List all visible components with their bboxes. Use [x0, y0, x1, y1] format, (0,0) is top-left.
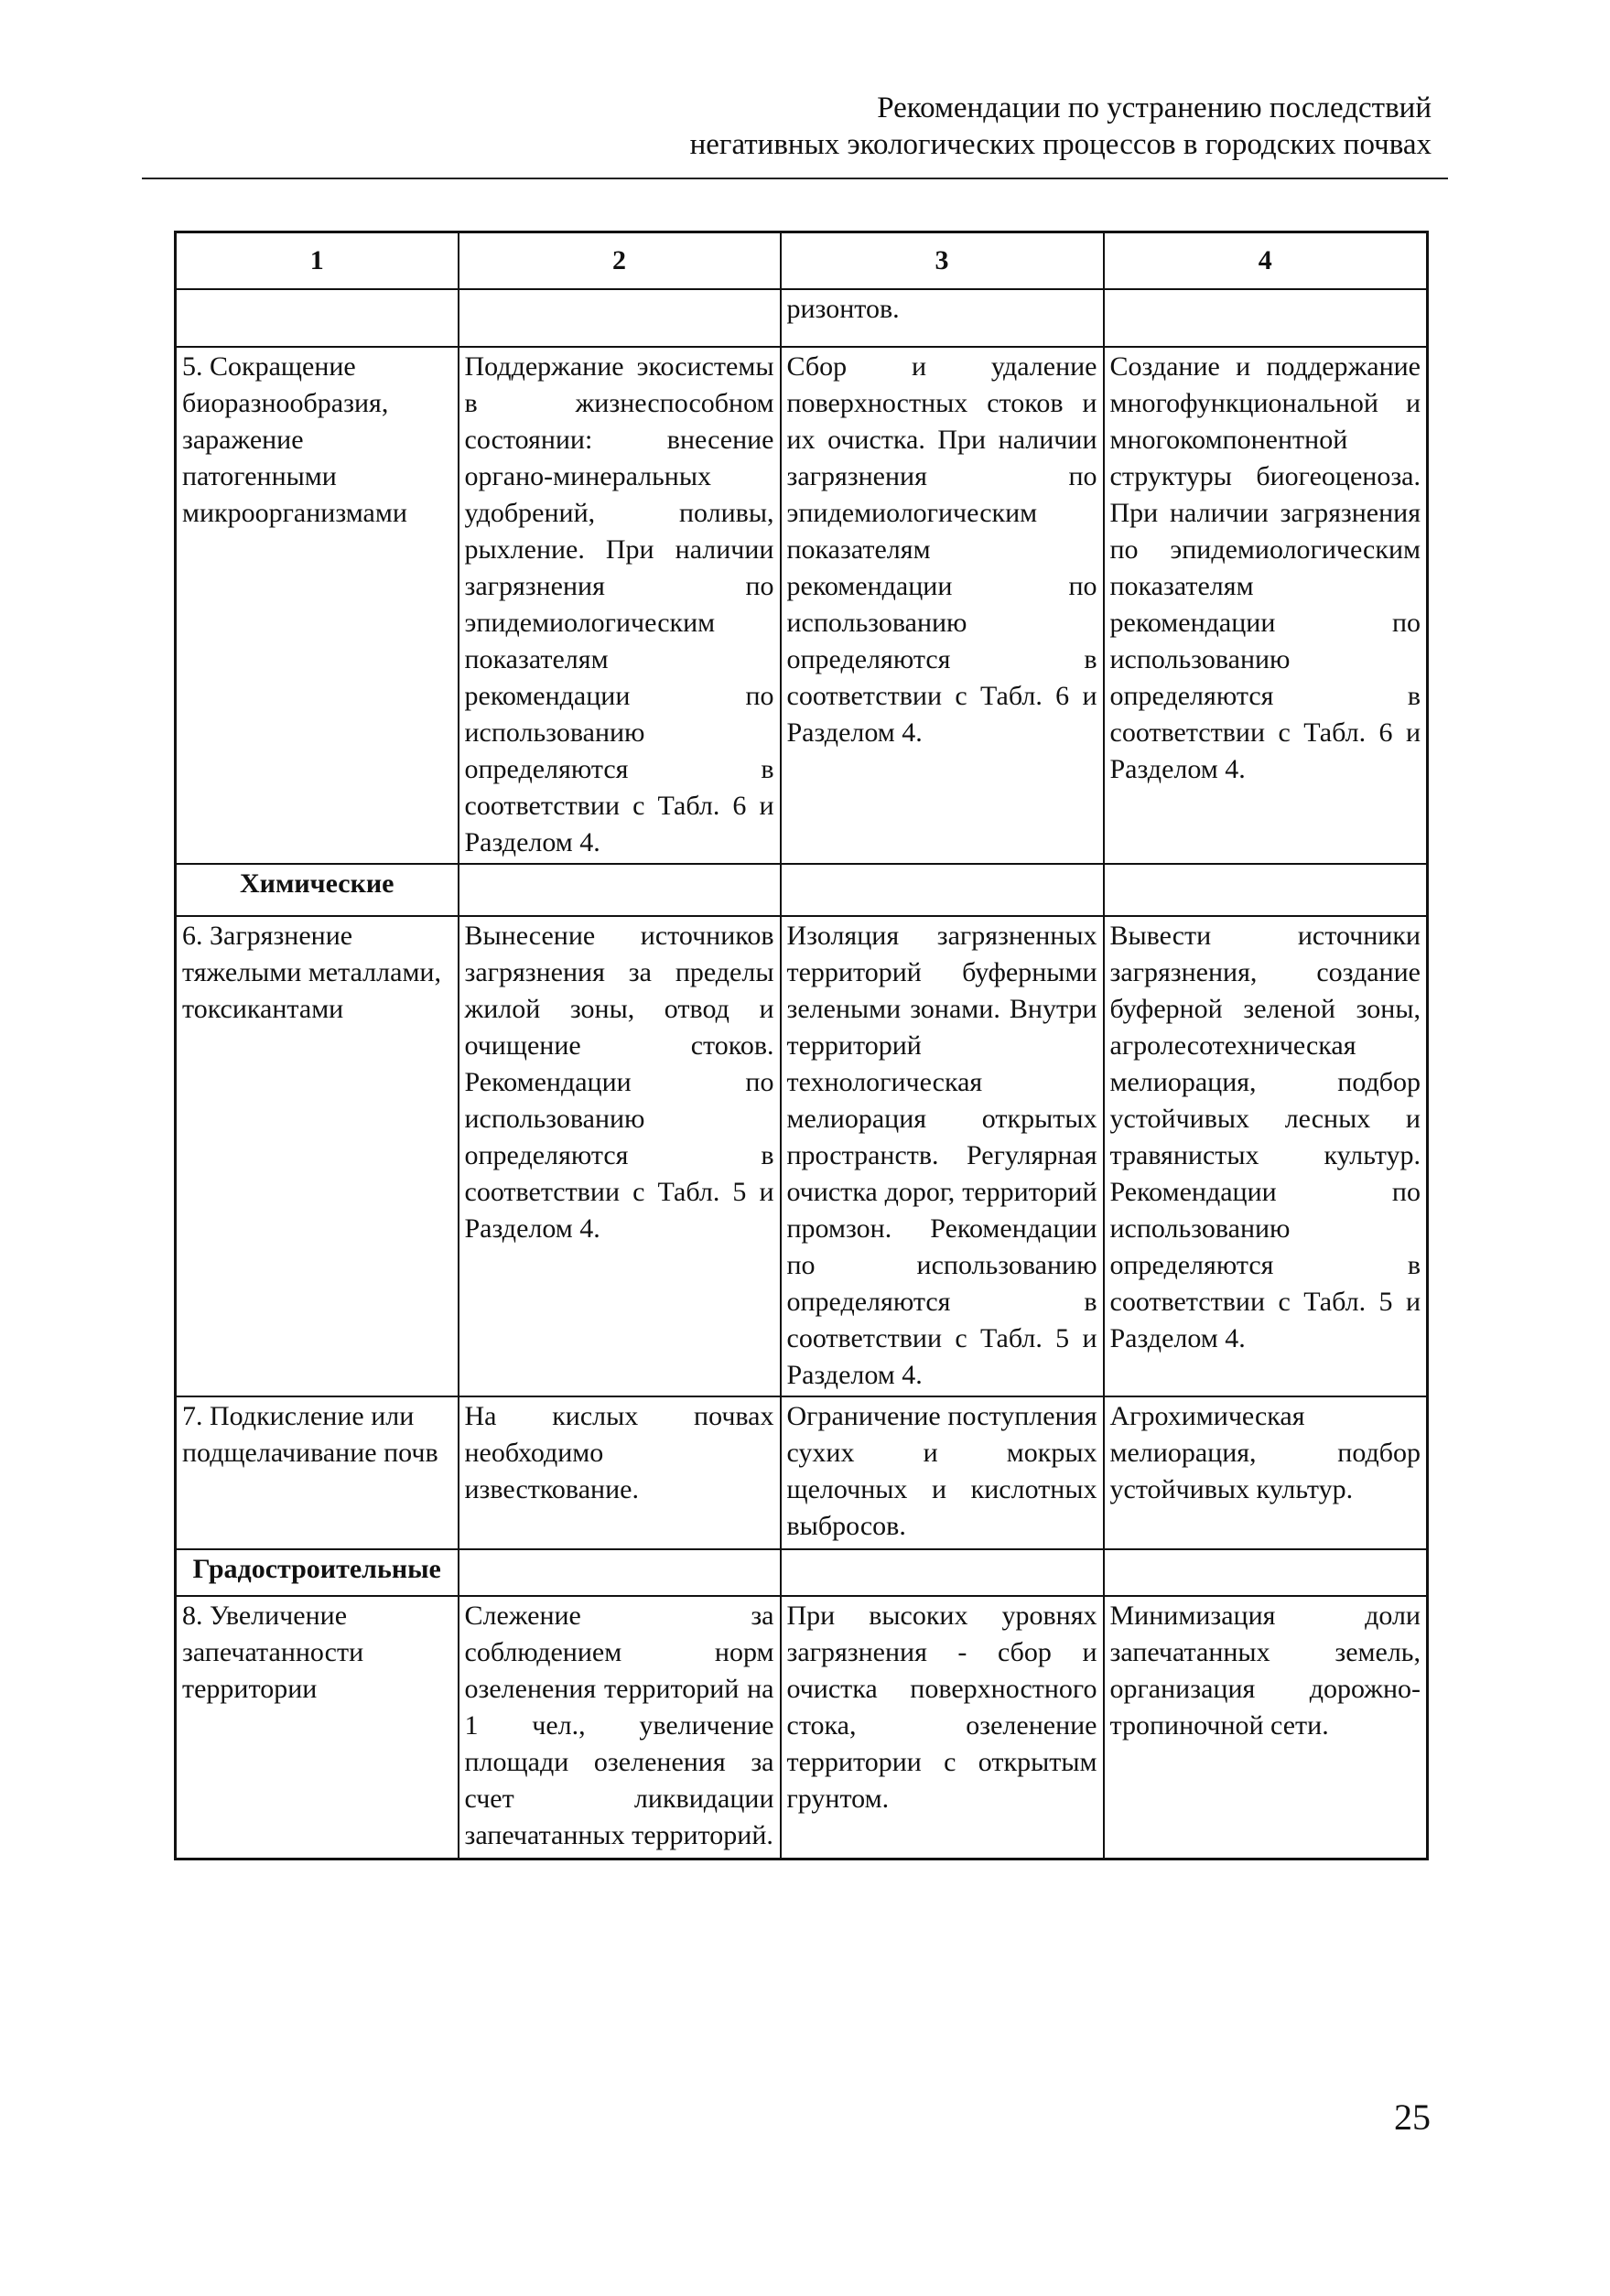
page-number: 25 [1394, 2097, 1431, 2138]
row-7-column-2: На кислых почвах необходимо известкование. [459, 1396, 781, 1549]
category-row-chemical [176, 864, 1428, 916]
row-6-column-2: Вынесение источников загрязнения за пределы жилой зоны, отвод и очищение стоков. Рекомендации по использованию определяются в соответствии с Табл. 5 и Разделом 4. [459, 916, 781, 1396]
category-urban-empty-2 [459, 1549, 781, 1596]
table-row-5 [176, 347, 1428, 864]
category-urban-empty-3 [781, 1549, 1104, 1596]
row-7-column-3: Ограничение поступления сухих и мокрых щелочных и кислотных выбросов. [781, 1396, 1104, 1549]
running-header-line-1: Рекомендации по устранению последствий [877, 92, 1432, 124]
row-8-column-4: Минимизация доли запечатанных земель, организация дорожно-тропиночной сети. [1104, 1596, 1428, 1859]
category-chemical-empty-2 [459, 864, 781, 916]
column-number-row [176, 232, 1428, 290]
row-7-problem: 7. Подкисление или подщелачивание почв [176, 1396, 459, 1549]
category-urban: Градостроительные [176, 1549, 459, 1596]
row-5-column-3: Сбор и удаление поверхностных стоков и их очистка. При наличии загрязнения по эпидемиологическим показателям рекомендации по использованию определяются в соответствии с Табл. 6 и Разделом 4. [781, 347, 1104, 864]
column-number-1: 1 [176, 232, 459, 290]
row-5-column-4: Создание и поддержание многофункциональной и многокомпонентной структуры биогеоценоза. При наличии загрязнения по эпидемиологическим показателям рекомендации по использованию определяются в соответствии с Табл. 6 и Разделом 4. [1104, 347, 1428, 864]
row-8-problem: 8. Увеличение запечатанности территории [176, 1596, 459, 1859]
category-row-urban [176, 1549, 1428, 1596]
running-header [690, 90, 1432, 163]
category-chemical-empty-3 [781, 864, 1104, 916]
column-number-4: 4 [1104, 232, 1428, 290]
running-header-line-2: негативных экологических процессов в городских почвах [689, 128, 1432, 161]
recommendations-table [174, 231, 1429, 1860]
category-urban-empty-4 [1104, 1549, 1428, 1596]
row-8-column-2: Слежение за соблюдением норм озеленения территорий на 1 чел., увеличение площади озеленения за счет ликвидации запечатанных территорий. [459, 1596, 781, 1859]
category-chemical: Химические [176, 864, 459, 916]
continuation-cell-3: ризонтов. [781, 289, 1104, 347]
table-row-6 [176, 916, 1428, 1396]
row-6-column-3: Изоляция загрязненных территорий буферными зелеными зонами. Внутри территорий технологическая мелиорация открытых пространств. Регулярная очистка дорог, территорий промзон. Рекомендации по использованию определяются в соответствии с Табл. 5 и Разделом 4. [781, 916, 1104, 1396]
continuation-row [176, 289, 1428, 347]
column-number-3: 3 [781, 232, 1104, 290]
row-8-column-3: При высоких уровнях загрязнения - сбор и очистка поверхностного стока, озеленение территории с открытым грунтом. [781, 1596, 1104, 1859]
row-5-column-2: Поддержание экосистемы в жизнеспособном состоянии: внесение органо-минеральных удобрений, поливы, рыхление. При наличии загрязнения по эпидемиологическим показателям рекомендации по использованию определяются в соответствии с Табл. 6 и Разделом 4. [459, 347, 781, 864]
row-5-problem: 5. Сокращение биоразнообразия, заражение патогенными микроорганизмами [176, 347, 459, 864]
row-7-column-4: Агрохимическая мелиорация, подбор устойчивых культур. [1104, 1396, 1428, 1549]
continuation-cell-2 [459, 289, 781, 347]
row-6-problem: 6. Загрязнение тяжелыми металлами, токсикантами [176, 916, 459, 1396]
category-chemical-empty-4 [1104, 864, 1428, 916]
continuation-cell-4 [1104, 289, 1428, 347]
row-6-column-4: Вывести источники загрязнения, создание буферной зеленой зоны, агролесотехническая мелиорация, подбор устойчивых лесных и травянистых культур. Рекомендации по использованию определяются в соответствии с Табл. 5 и Разделом 4. [1104, 916, 1428, 1396]
column-number-2: 2 [459, 232, 781, 290]
header-rule [142, 178, 1448, 179]
continuation-cell-1 [176, 289, 459, 347]
table-row-8 [176, 1596, 1428, 1859]
table-row-7 [176, 1396, 1428, 1549]
